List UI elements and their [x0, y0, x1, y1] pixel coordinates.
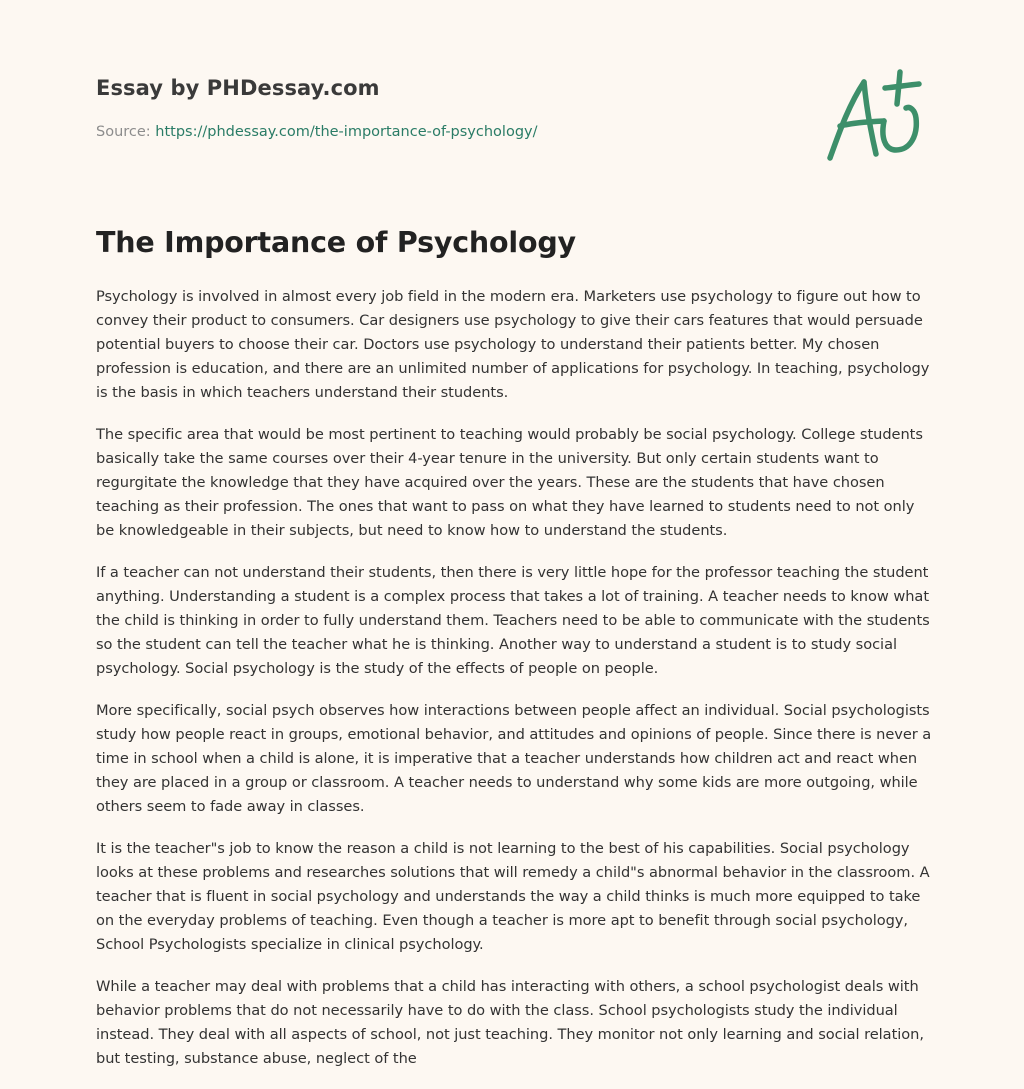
essay-title: The Importance of Psychology	[96, 226, 576, 259]
essay-paragraph: More specifically, social psych observes how interactions between people affect an individual. Social psychologists study how people react in groups, emotional behavior, and attitudes and opinions of people. Since there is never a time in school when a child is alone, it is imperative that a teacher understands how children act and react when they are placed in a group or classroom. A teacher needs to understand why some kids are more outgoing, while others seem to fade away in classes.	[96, 702, 932, 815]
source-line	[96, 124, 538, 140]
essay-paragraph: It is the teacher"s job to know the reason a child is not learning to the best of his capabilities. Social psychology looks at these problems and researches solutions that will remedy a child"s abnormal behavior in the classroom. A teacher that is fluent in social psychology and understands the way a child thinks is much more equipped to take on the everyday problems of teaching. Even though a teacher is more apt to benefit through social psychology, School Psychologists specialize in clinical psychology.	[96, 840, 930, 953]
a-plus-logo	[818, 66, 930, 166]
essay-body	[96, 285, 932, 1089]
site-title: Essay by PHDessay.com	[96, 76, 380, 100]
essay-paragraph: The specific area that would be most pertinent to teaching would probably be social psychology. College students basically take the same courses over their 4-year tenure in the university. But only certain students want to regurgitate the knowledge that they have acquired over the years. These are the students that have chosen teaching as their profession. The ones that want to pass on what they have learned to students need to not only be knowledgeable in their subjects, but need to know how to understand the students.	[96, 426, 923, 539]
a-plus-logo-icon	[818, 66, 930, 166]
essay-paragraph: While a teacher may deal with problems that a child has interacting with others, a school psychologist deals with behavior problems that do not necessarily have to do with the class. School psychologists study the individual instead. They deal with all aspects of school, not just teaching. They monitor not only learning and social relation, but testing, substance abuse, neglect of the	[96, 978, 924, 1067]
essay-paragraph: If a teacher can not understand their students, then there is very little hope for the professor teaching the student anything. Understanding a student is a complex process that takes a lot of training. A teacher needs to know what the child is thinking in order to fully understand them. Teachers need to be able to communicate with the students so the student can tell the teacher what he is thinking. Another way to understand a student is to study social psychology. Social psychology is the study of the effects of people on people.	[96, 564, 930, 677]
essay-paragraph: Psychology is involved in almost every job field in the modern era. Marketers use psychology to figure out how to convey their product to consumers. Car designers use psychology to give their cars features that would persuade potential buyers to choose their car. Doctors use psychology to understand their patients better. My chosen profession is education, and there are an unlimited number of applications for psychology. In teaching, psychology is the basis in which teachers understand their students.	[96, 288, 930, 401]
source-label: Source:	[96, 124, 156, 140]
source-link[interactable]: https://phdessay.com/the-importance-of-psychology/	[155, 124, 538, 140]
